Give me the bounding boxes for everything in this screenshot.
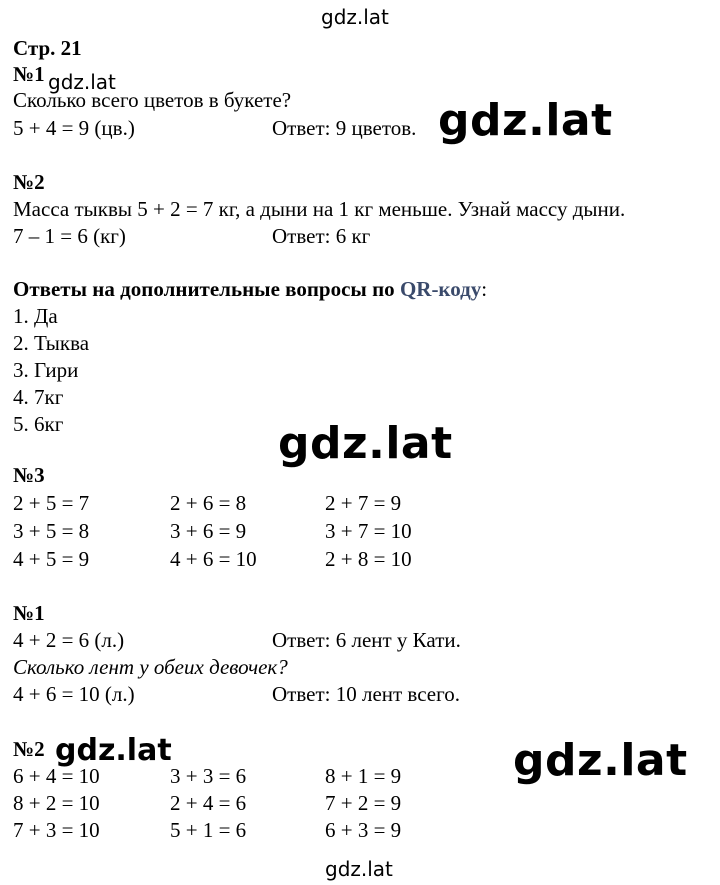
task1-solution: 5 + 4 = 9 (цв.) [13,116,135,140]
task4-number: №1 [13,601,45,625]
task5-cell: 2 + 4 = 6 [170,791,247,815]
task4-answer2: Ответ: 10 лент всего. [272,682,460,706]
task1-number: №1 [13,62,45,86]
qr-answer-2: 2. Тыква [13,331,90,355]
task3-cell: 2 + 8 = 10 [325,547,412,571]
watermark-big-1: gdz.lat [438,95,613,146]
task3-cell: 2 + 5 = 7 [13,491,90,515]
page-label: Стр. 21 [13,36,82,60]
task3-cell: 3 + 7 = 10 [325,519,412,543]
task2-solution: 7 – 1 = 6 (кг) [13,224,126,248]
task2-number: №2 [13,170,45,194]
task5-cell: 6 + 3 = 9 [325,818,402,842]
task4-answer1: Ответ: 6 лент у Кати. [272,628,461,652]
task4-solution2: 4 + 6 = 10 (л.) [13,682,135,706]
task2-answer: Ответ: 6 кг [272,224,371,248]
task5-cell: 8 + 2 = 10 [13,791,100,815]
task5-cell: 6 + 4 = 10 [13,764,100,788]
task5-cell: 7 + 2 = 9 [325,791,402,815]
task5-cell: 8 + 1 = 9 [325,764,402,788]
watermark-top: gdz.lat [321,5,389,29]
task5-number: №2 [13,737,45,761]
qr-heading [13,277,487,301]
task5-cell: 3 + 3 = 6 [170,764,247,788]
task4-solution1: 4 + 2 = 6 (л.) [13,628,125,652]
task3-cell: 3 + 5 = 8 [13,519,90,543]
watermark-inline-1: gdz.lat [48,70,116,94]
task3-cell: 2 + 7 = 9 [325,491,402,515]
task2-question: Масса тыквы 5 + 2 = 7 кг, а дыни на 1 кг меньше. Узнай массу дыни. [13,197,626,221]
qr-answer-1: 1. Да [13,304,58,328]
task3-cell: 4 + 6 = 10 [170,547,257,571]
task3-cell: 2 + 6 = 8 [170,491,247,515]
watermark-big-3: gdz.lat [513,735,688,786]
task1-question: Сколько всего цветов в букете? [13,88,292,112]
qr-heading-colon: : [481,277,488,301]
task1-answer: Ответ: 9 цветов. [272,116,417,140]
qr-answer-4: 4. 7кг [13,385,64,409]
watermark-big-2: gdz.lat [278,418,453,469]
qr-answer-3: 3. Гири [13,358,79,382]
watermark-inline-2: gdz.lat [55,733,172,768]
task5-cell: 5 + 1 = 6 [170,818,247,842]
task4-question: Сколько лент у обеих девочек? [13,655,288,679]
task3-number: №3 [13,463,45,487]
watermark-bottom: gdz.lat [325,857,393,881]
task3-cell: 4 + 5 = 9 [13,547,90,571]
qr-heading-text: Ответы на дополнительные вопросы по [13,277,400,301]
task5-cell: 7 + 3 = 10 [13,818,100,842]
qr-heading-qr: QR-коду [399,277,482,301]
qr-answer-5: 5. 6кг [13,412,64,436]
task3-cell: 3 + 6 = 9 [170,519,247,543]
